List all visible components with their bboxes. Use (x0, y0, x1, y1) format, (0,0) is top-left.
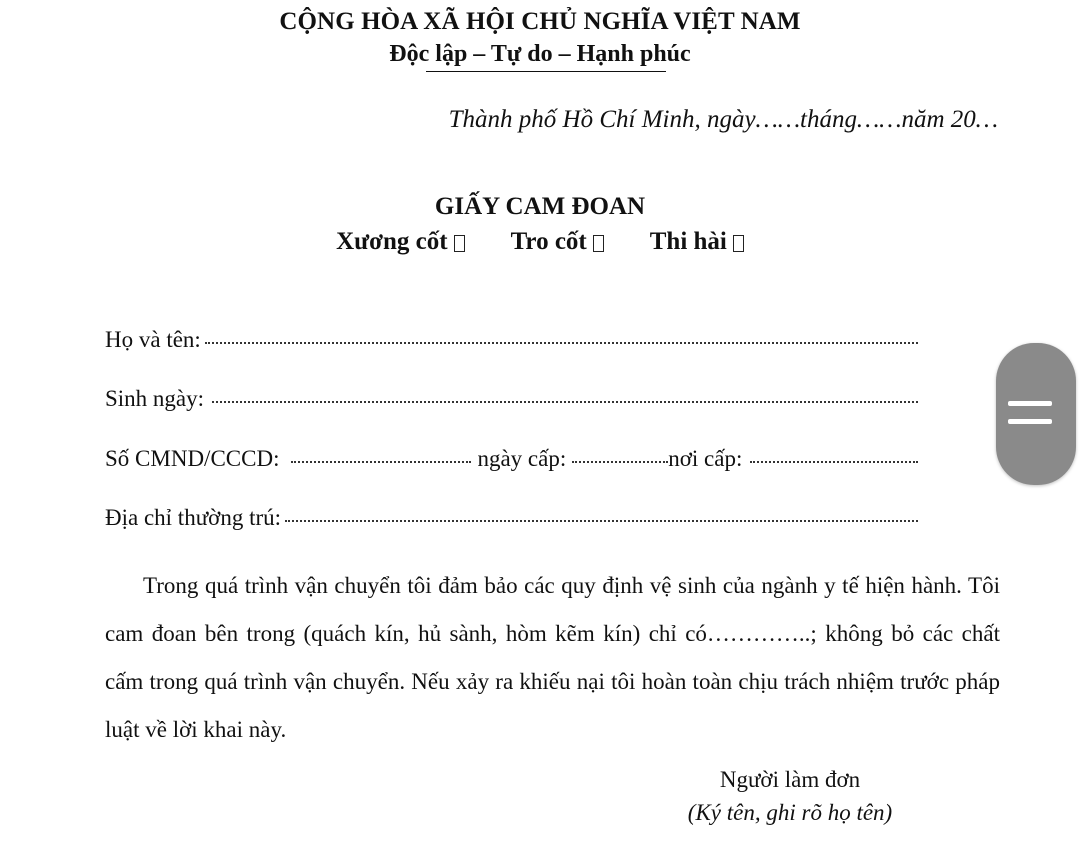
field-id (105, 446, 918, 472)
birth-date-blank[interactable] (212, 401, 918, 403)
signer-label: Người làm đơn (719, 767, 861, 792)
issue-place-blank[interactable] (750, 461, 918, 463)
full-name-label: Họ và tên: (105, 327, 201, 352)
option-ashes-checkbox[interactable] (593, 235, 604, 252)
option-body[interactable] (650, 228, 744, 256)
option-ashes[interactable] (511, 228, 604, 256)
option-bones[interactable] (336, 228, 464, 256)
option-bones-label: Xương cốt (336, 228, 448, 255)
issue-place-label: nơi cấp: (668, 446, 743, 471)
field-address (105, 505, 918, 531)
commitment-paragraph: Trong quá trình vận chuyển tôi đảm bảo các quy định vệ sinh của ngành y tế hiện hành. Tôi cam đoan bên trong (quách kín, hủ sành, hòm kẽm kín) chỉ có…………..; không bỏ các chất cấm trong quá trình vận chuyển. Nếu xảy ra khiếu nại tôi hoàn toàn chịu trách nhiệm trước pháp luật về lời khai này. (105, 573, 1000, 742)
field-birth-date (105, 386, 918, 412)
option-body-checkbox[interactable] (733, 235, 744, 252)
scroll-handle[interactable] (996, 343, 1076, 485)
grip-line-top (1008, 401, 1052, 406)
option-body-label: Thi hài (649, 228, 727, 255)
id-number-blank[interactable] (291, 461, 471, 463)
motto-underline (426, 71, 666, 72)
option-ashes-label: Tro cốt (510, 228, 587, 255)
issue-date-label: ngày cấp: (477, 446, 567, 471)
document-title: GIẤY CAM ĐOAN (434, 193, 646, 220)
address-blank[interactable] (285, 520, 918, 522)
option-bones-checkbox[interactable] (454, 235, 465, 252)
address-label: Địa chỉ thường trú: (105, 505, 282, 530)
type-options (0, 228, 1080, 256)
field-full-name (105, 327, 918, 353)
full-name-blank[interactable] (205, 342, 918, 344)
signature-note: (Ký tên, ghi rõ họ tên) (687, 800, 893, 825)
national-title: CỘNG HÒA XÃ HỘI CHỦ NGHĨA VIỆT NAM (279, 8, 801, 35)
id-number-label: Số CMND/CCCD: (105, 446, 280, 471)
grip-line-bottom (1008, 419, 1052, 424)
national-motto: Độc lập – Tự do – Hạnh phúc (389, 41, 691, 67)
issue-date-blank[interactable] (572, 461, 668, 463)
place-and-date: Thành phố Hồ Chí Minh, ngày……tháng……năm 20… (448, 106, 998, 133)
birth-date-label: Sinh ngày: (105, 386, 205, 411)
